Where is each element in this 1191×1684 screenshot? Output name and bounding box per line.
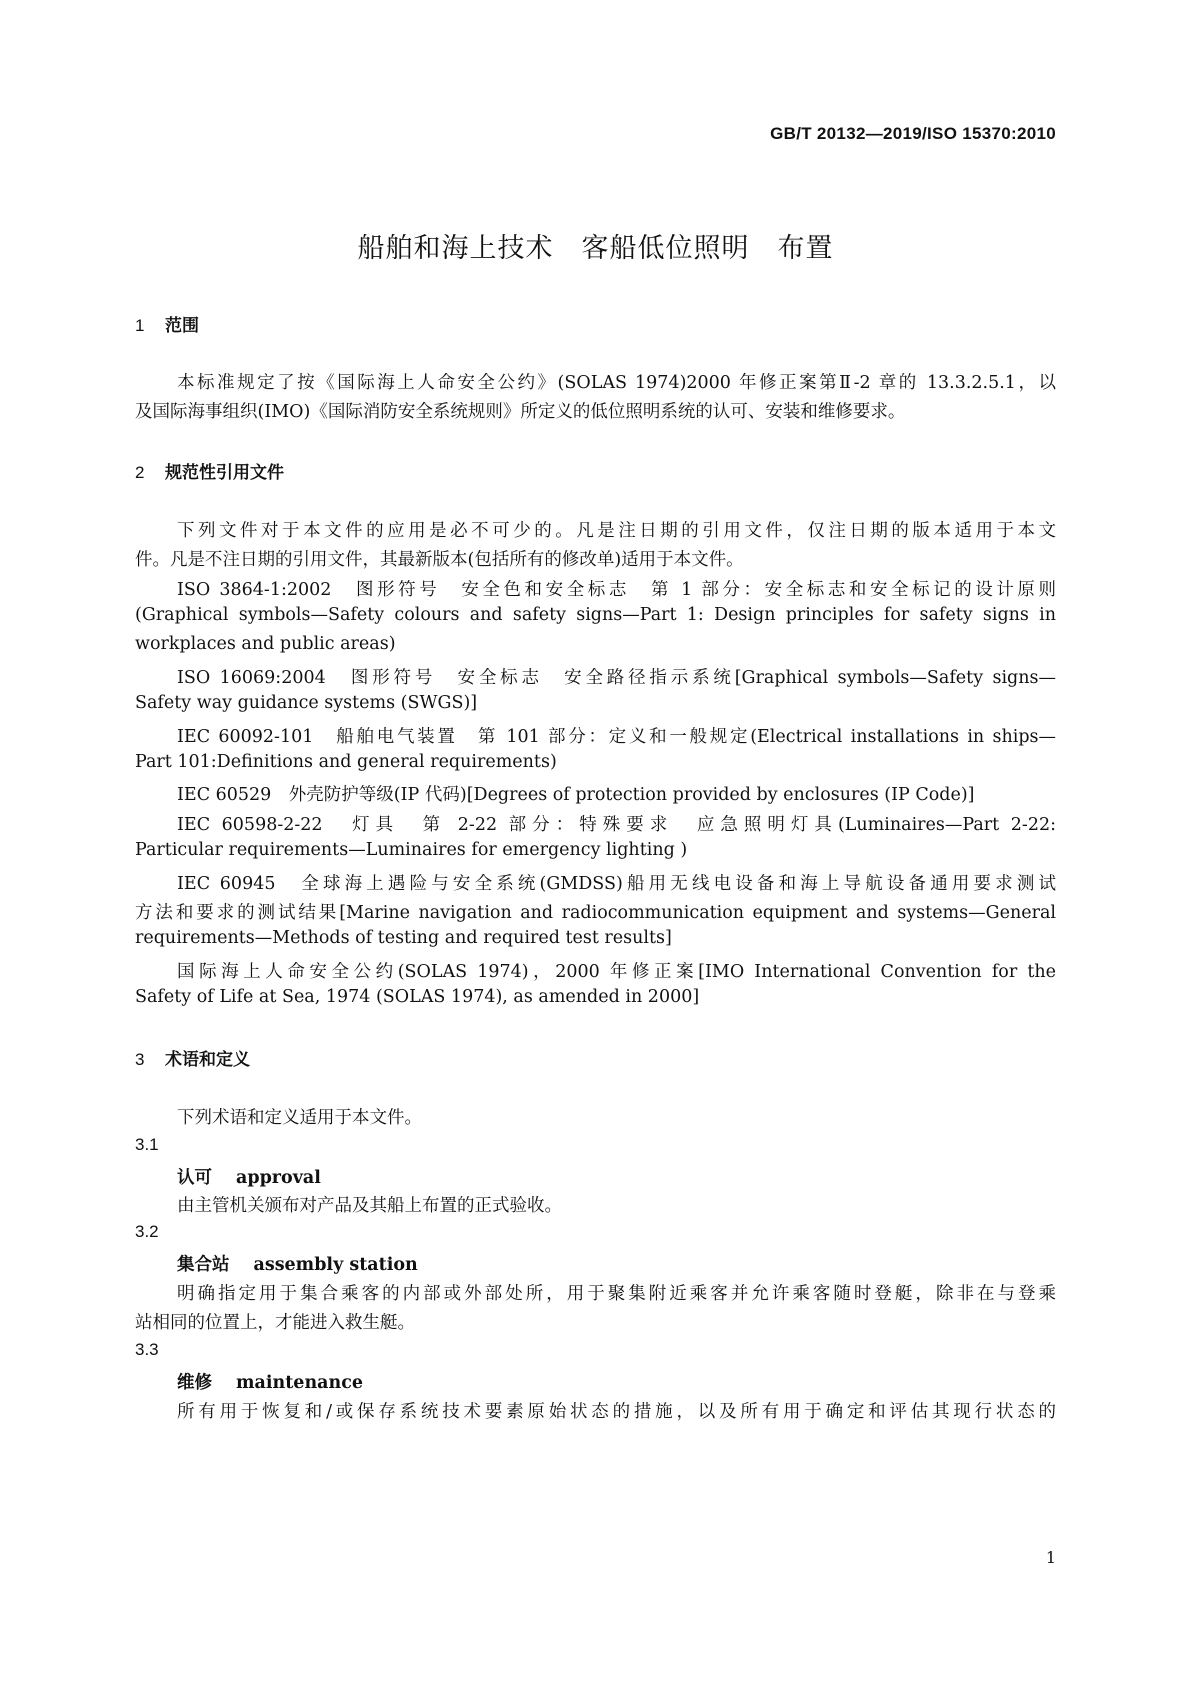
term-number: 3.3 [135,1340,159,1359]
term-en: maintenance [236,1373,364,1393]
term-heading [177,1164,321,1189]
term-number: 3.2 [135,1222,159,1241]
reference-line: (Graphical symbols—Safety colours and safety signs—Part 1: Design principles for safety signs in [135,605,1056,625]
section-number: 1 [135,316,145,335]
term-heading [177,1251,418,1276]
reference-line: ISO 16069:2004 图形符号 安全标志 安全路径指示系统[Graphical symbols—Safety signs— [177,668,1056,688]
reference-line: 方法和要求的测试结果[Marine navigation and radiocommunication equipment and systems—General [135,903,1056,923]
paragraph-line: 件。凡是不注日期的引用文件，其最新版本(包括所有的修改单)适用于本文件。 [135,550,744,570]
term-heading [177,1369,363,1394]
paragraph-line: 及国际海事组织(IMO)《国际消防安全系统规则》所定义的低位照明系统的认可、安装和维修要求。 [135,402,906,422]
term-zh: 维修 [177,1373,212,1393]
term-number: 3.1 [135,1135,159,1154]
reference-line: IEC 60092-101 船舶电气装置 第 101 部分：定义和一般规定(Electrical installations in ships— [177,727,1056,747]
reference-line: requirements—Methods of testing and required test results] [135,928,672,948]
section-3-heading [135,1045,250,1070]
term-en: approval [236,1168,321,1188]
reference-line: IEC 60529 外壳防护等级(IP 代码)[Degrees of protection provided by enclosures (IP Code)] [177,785,975,805]
term-definition: 明确指定用于集合乘客的内部或外部处所，用于聚集附近乘客并允许乘客随时登艇，除非在与登乘 [177,1284,1056,1304]
section-number: 2 [135,463,145,482]
reference-line: IEC 60945 全球海上遇险与安全系统(GMDSS)船用无线电设备和海上导航设备通用要求测试 [177,874,1056,894]
paragraph-line: 下列文件对于本文件的应用是必不可少的。凡是注日期的引用文件，仅注日期的版本适用于本文 [177,521,1056,541]
page-number: 1 [1045,1548,1056,1567]
paragraph-line: 下列术语和定义适用于本文件。 [177,1108,422,1128]
term-zh: 认可 [177,1168,212,1188]
section-title: 术语和定义 [165,1050,250,1069]
title-part-2: 客船低位照明 [581,233,750,263]
title-part-3: 布置 [777,233,834,263]
section-title: 规范性引用文件 [165,463,284,482]
reference-line: Safety way guidance systems (SWGS)] [135,693,478,713]
section-number: 3 [135,1050,145,1069]
section-1-heading [135,311,199,336]
reference-line: Safety of Life at Sea, 1974 (SOLAS 1974), as amended in 2000] [135,987,700,1007]
standard-number: GB/T 20132—2019/ISO 15370:2010 [770,124,1056,143]
reference-line: Part 101:Definitions and general requirements) [135,752,557,772]
term-definition: 站相同的位置上，才能进入救生艇。 [135,1313,415,1333]
reference-line: 国际海上人命安全公约(SOLAS 1974)，2000 年修正案[IMO International Convention for the [177,962,1056,982]
reference-line: Particular requirements—Luminaires for emergency lighting ) [135,840,688,860]
title-part-1: 船舶和海上技术 [357,233,554,263]
reference-line: ISO 3864-1:2002 图形符号 安全色和安全标志 第 1 部分：安全标志和安全标记的设计原则 [177,580,1056,600]
paragraph-line: 本标准规定了按《国际海上人命安全公约》(SOLAS 1974)2000 年修正案第Ⅱ-2 章的 13.3.2.5.1，以 [177,373,1056,393]
term-definition: 所有用于恢复和/或保存系统技术要素原始状态的措施，以及所有用于确定和评估其现行状态的 [177,1402,1056,1422]
document-title [0,226,1191,265]
term-zh: 集合站 [177,1255,230,1275]
reference-line: workplaces and public areas) [135,634,396,654]
reference-line: IEC 60598-2-22 灯具 第 2-22 部分：特殊要求 应急照明灯具(Luminaires—Part 2-22: [177,815,1056,835]
section-title: 范围 [165,316,199,335]
term-definition: 由主管机关颁布对产品及其船上布置的正式验收。 [177,1196,562,1216]
section-2-heading [135,458,284,483]
term-en: assembly station [253,1255,418,1275]
